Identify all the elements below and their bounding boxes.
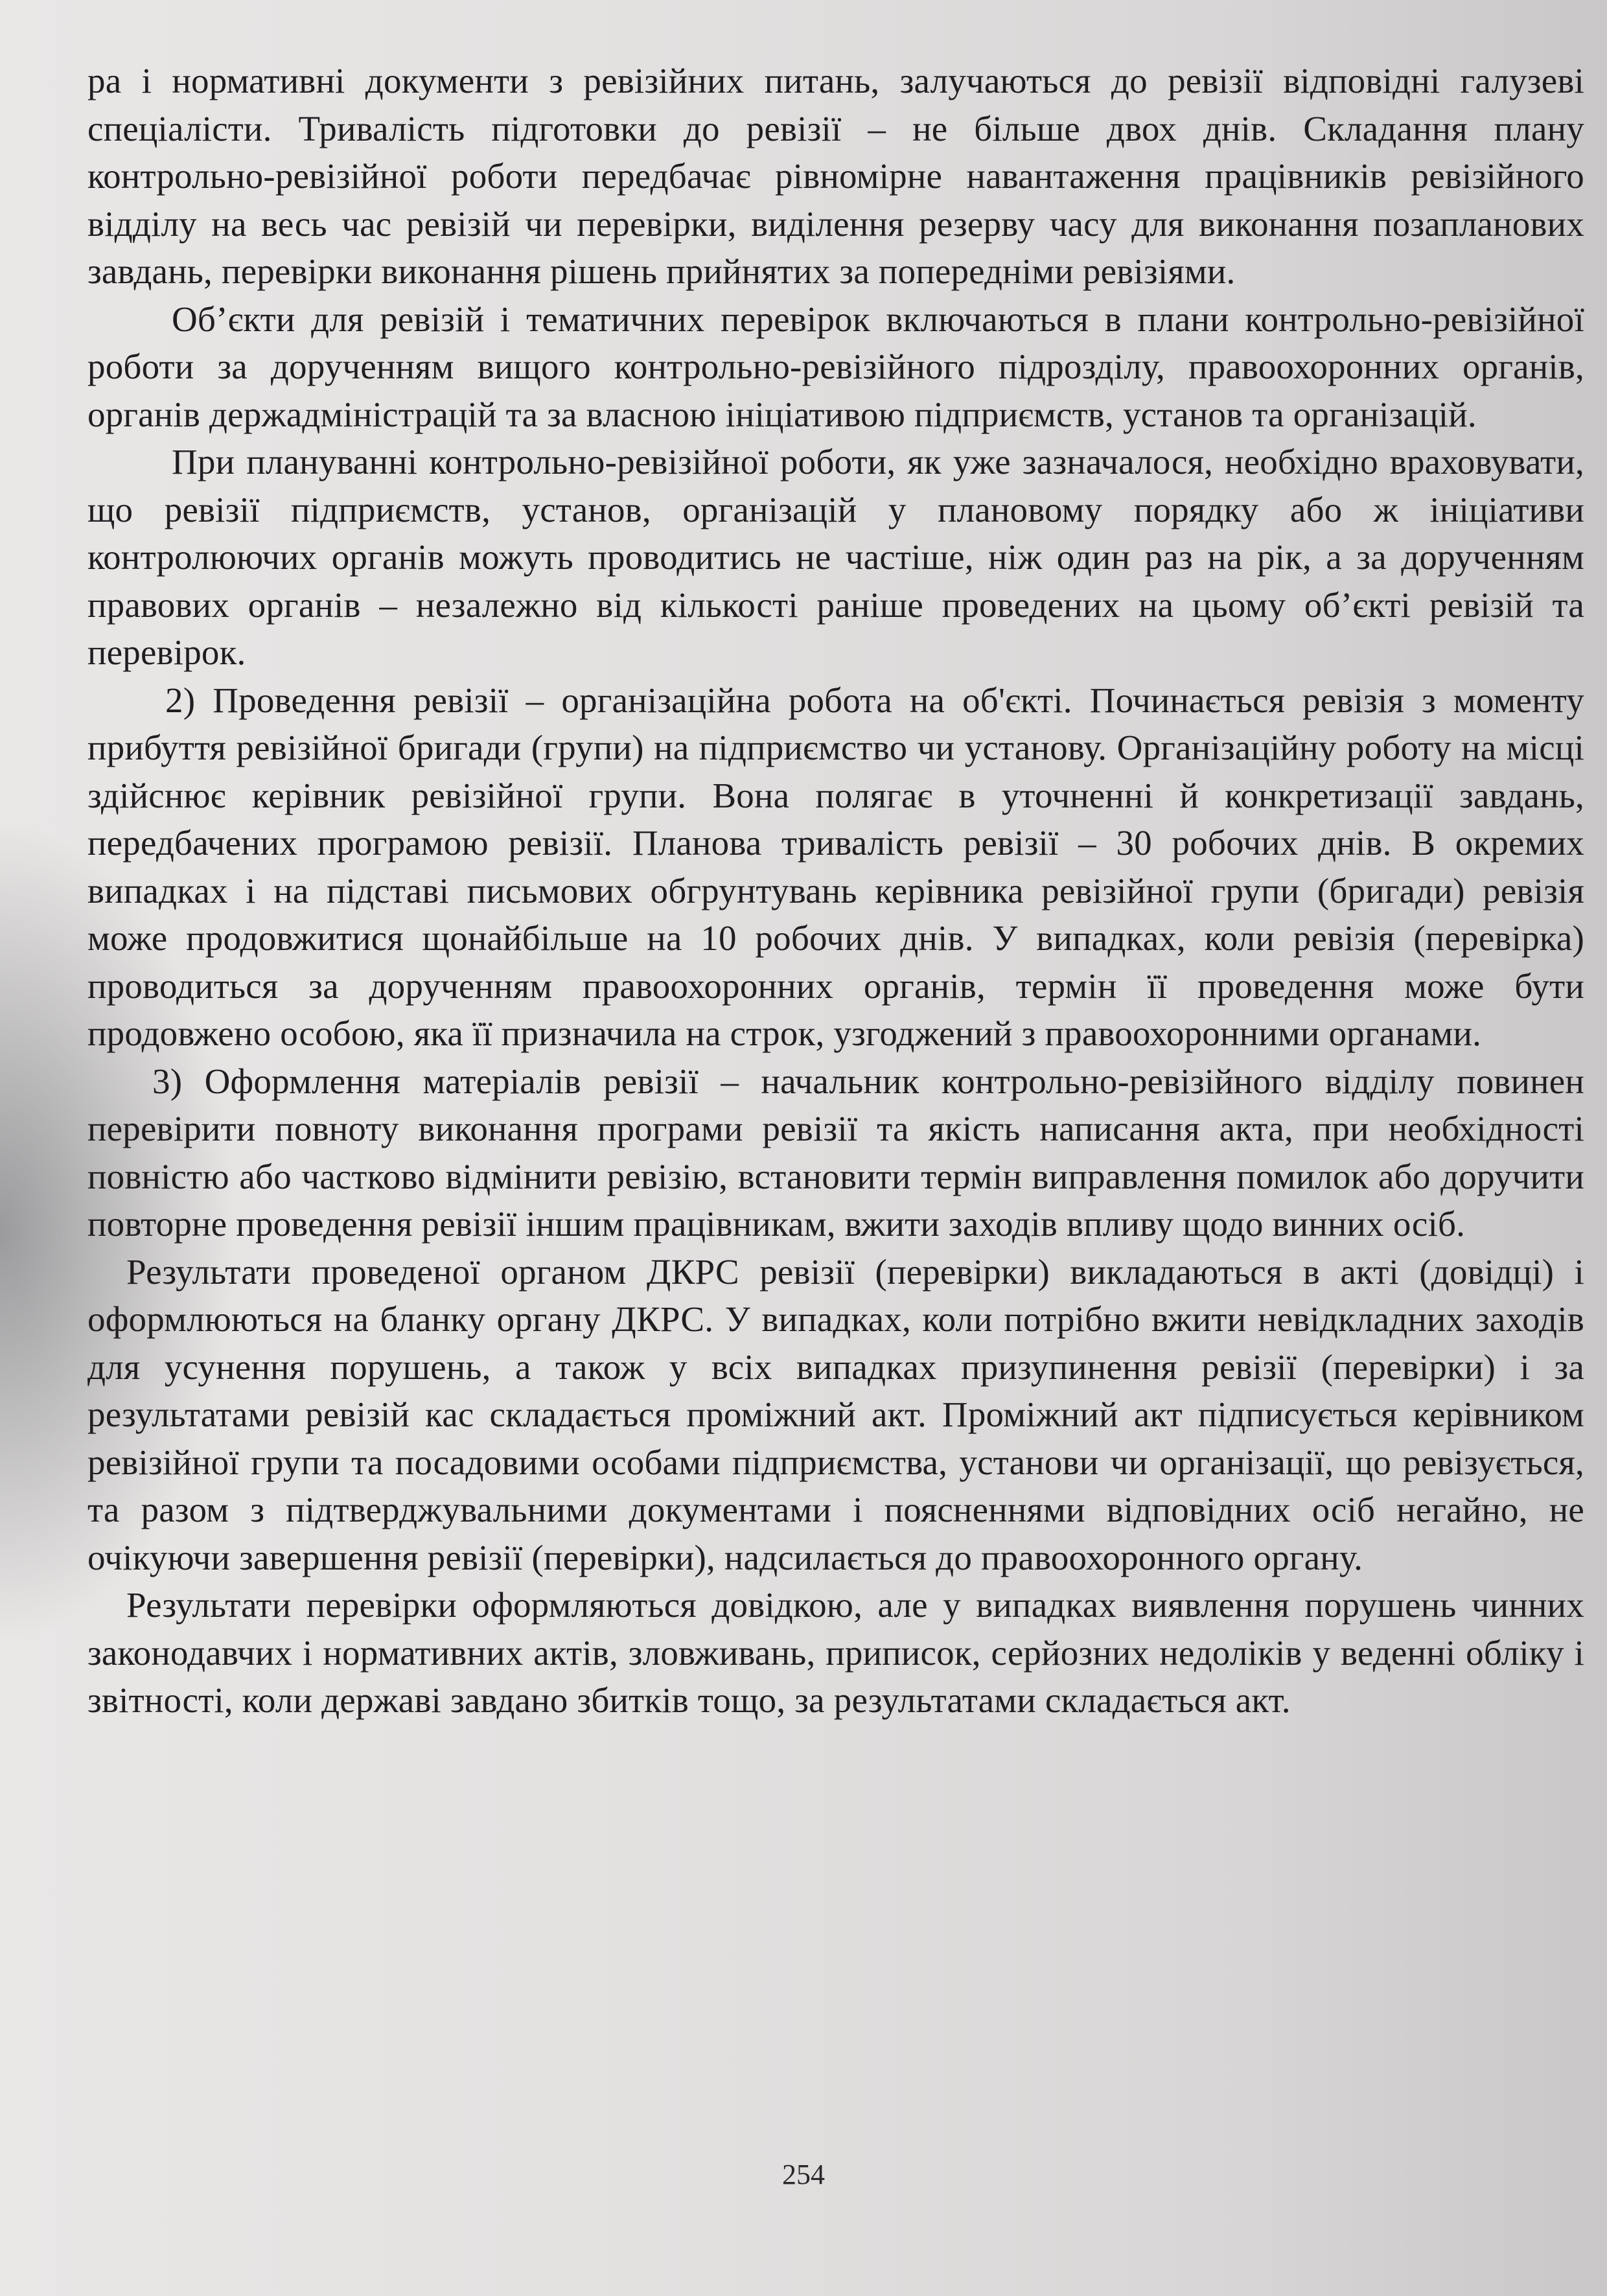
paragraph-preparation: ра і нормативні документи з ревізійних питань, залучаються до ревізії відповідні галузеві спеціалісти. Тривалість підготовки до ревізії – не більше двох днів. Складання плану контрольно-ревізійної роботи передбачає рівномірне навантаження працівників ревізійного відділу на весь час ревізій чи перевірки, виділення резерву часу для виконання позапланових завдань, перевірки виконання рішень прийнятих за попередніми ревізіями. <box>87 61 1584 291</box>
paragraph-audit-materials: 3) Оформлення матеріалів ревізії – начальник контрольно-ревізійного відділу повинен перевірити повноту виконання програми ревізії та якість написання акта, при необхідності повністю або частково відмінити ревізію, встановити термін виправлення помилок або доручити повторне проведення ревізії іншим працівникам, вжити заходів впливу щодо винних осіб. <box>87 1061 1584 1244</box>
page-number: 254 <box>782 2159 825 2190</box>
body-text <box>87 57 1584 1724</box>
paragraph-audit-results: Результати проведеної органом ДКРС ревізії (перевірки) викладаються в акті (довідці) і оформлюються на бланку органу ДКРС. У випадках, коли потрібно вжити невідкладних заходів для усунення порушень, а також у всіх випадках призупинення ревізії (перевірки) і за результатами ревізій кас складається проміжний акт. Проміжний акт підписується керівником ревізійної групи та посадовими особами підприємства, установи чи організації, що ревізується, та разом з підтверджувальними документами і поясненнями відповідних осіб негайно, не очікуючи завершення ревізії (перевірки), надсилається до правоохоронного органу. <box>87 1251 1584 1577</box>
paragraph-conducting-audit: 2) Проведення ревізії – організаційна робота на об'єкті. Починається ревiзія з моменту прибуття ревізійної бригади (групи) на підприємство чи установу. Організаційну роботу на місці здійснює керівник ревізійної групи. Вона полягає в уточненні й конкретизації завдань, передбачених програмою ревізії. Планова тривалість ревізії – 30 робочих днів. В окремих випадках і на підставі письмових обгрунтувань керівника ревізійної групи (бригади) ревізія може продовжитися щонайбільше на 10 робочих днів. У випадках, коли ревізія (перевірка) проводиться за дорученням правоохоронних органів, термін її проведення може бути продовжено особою, яка її призначила на строк, узгоджений з правоохоронними органами. <box>87 680 1584 1053</box>
paragraph-inspection-results: Результати перевірки оформляються довідкою, але у випадках виявлення порушень чинних законодавчих і нормативних актів, зловживань, приписок, серйозних недоліків у веденні обліку і звітності, коли державі завдано збитків тощо, за результатами складається акт. <box>87 1585 1584 1720</box>
paragraph-planning: При плануванні контрольно-ревізійної роботи, як уже зазначалося, необхідно враховувати, що ревізії підприємств, установ, організацій у плановому порядку або ж ініціативи контролюючих органів можуть проводитись не частіше, ніж один раз на рік, а за дорученням правових органів – незалежно від кількості раніше проведених на цьому об’єкті ревізій та перевірок. <box>87 442 1584 672</box>
paragraph-objects: Об’єкти для ревізій і тематичних перевірок включаються в плани контрольно-ревізійної роботи за дорученням вищого контрольно-ревізійного підрозділу, правоохоронних органів, органів держадміністрацій та за власною ініціативою підприємств, установ та організацій. <box>87 299 1584 434</box>
